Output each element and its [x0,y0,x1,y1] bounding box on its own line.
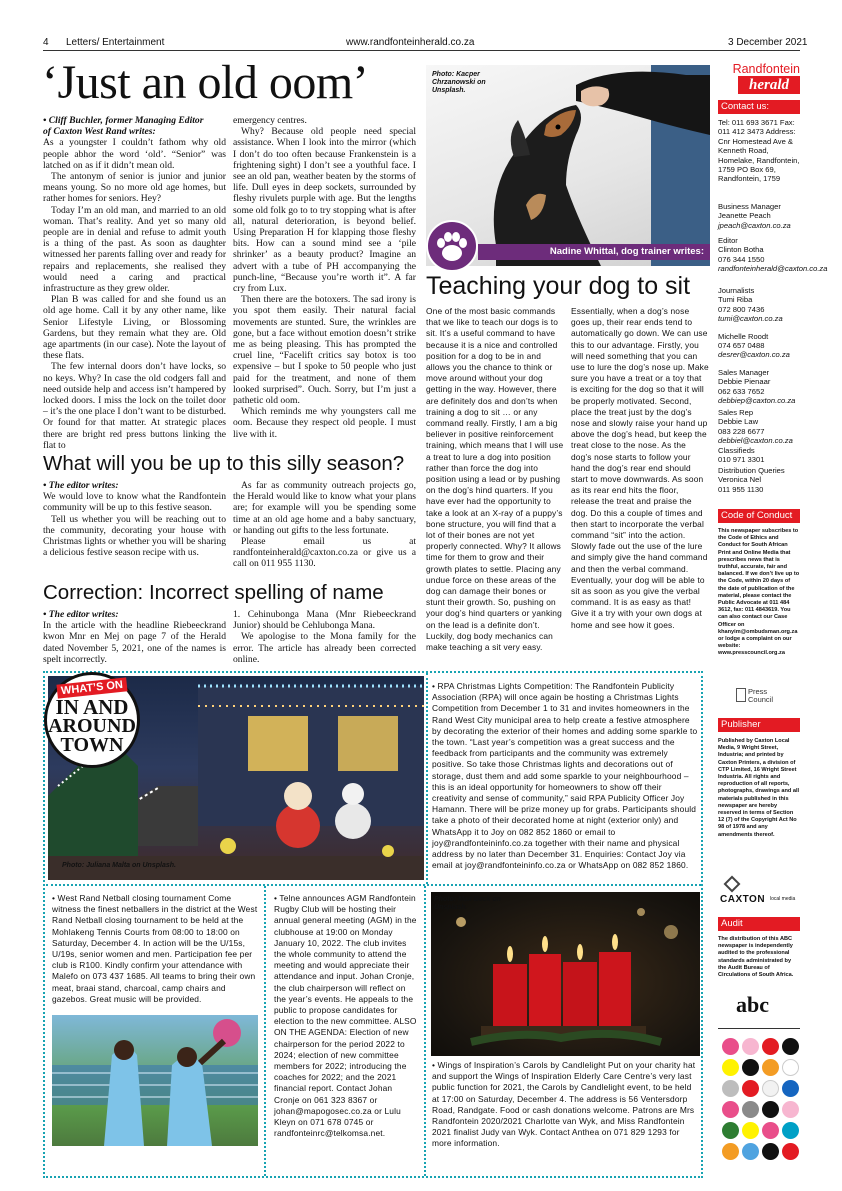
distribution-queries [718,466,800,494]
contact-details: Tel: 011 693 3671 Fax: 011 412 3473 Address: Cnr Homestead Ave & Kenneth Road, Homelake, Randfontein, 1759 PO Box 69, Randfontein, 1759 [718,118,800,184]
whats-on-divider [264,886,266,1176]
colour-dot [722,1038,739,1055]
colour-dot [782,1143,799,1160]
press-council-icon [736,688,746,702]
classifieds [718,446,800,465]
rpa-lights-item: • RPA Christmas Lights Competition: The Randfontein Publicity Association (RPA) will once again be hosting a Christmas Lights Competition from December 1 to 31 and invites homeowners in the Rand West City municipal area to help create a festive atmosphere by decorating the exterior of their homes and adding some sparkle to the town. “Last year’s competition was a great success and the feedback from participants and the community was extremely positive. So take those Christmas lights and decorations out of storage, dust them and add some sparkle to your neighbourhood – this is an ideal opportunity for homeowners to show off their creativity and sense of community,” said RPA Publicity Officer Joy Hamann. There will be prize money up for grabs. Participants should take a photo of their decorated home at night (exterior only) and WhatsApp it to Joy on 082 852 1860 or email to joy@randfonteininfo.co.za together with their name and physical address by no later than December 31. Enquiries: Contact Joy via email at joy@randfonteininfo.co.za or WhatsApp on 082 852 1860. [432,681,698,871]
whats-on-badge-line: TOWN [60,734,124,756]
header-rule [43,50,800,51]
whats-on-badge-line: IN AND [55,695,129,719]
colour-dot [762,1143,779,1160]
letter-paragraph: As a youngster I couldn’t fathom why old people abhor the word ‘old’. “Senior” was latched on as if it didn’t mean old. [43,137,226,171]
dog-column-2: Essentially, when a dog’s nose goes up, their rear ends tend to automatically go down. We can use this to our advantage. Firstly, you will need something that you can use to lure the dog’s nose up. Make sure you have a treat or a toy that is exciting for the dog so that it will be properly motivated. Second, place the treat just by the dog’s nose and slowly raise your hand up above the dog’s head, but keep the treat close to the nose. As the dog’s nose starts to follow your hand the dog’s rear end should start to move downwards. As soon as its rear end hits the floor, release the treat and praise the dog. Do this a couple of times and then start to incorporate the verbal command “sit” into the action. Slowly fade out the use of the lure and simply give the hand command and then the verbal command. Eventually, your dog will be able to sit as soon as you give the verbal command. It is as easy as that! Give it a try with your own dogs at home and see how it goes. [571,306,709,630]
section-label: Letters/ Entertainment [66,37,165,48]
silly-byline: • The editor writes: [43,480,119,491]
brand-bottom: herald [738,76,800,94]
netball-photo [52,1015,258,1146]
staff-name: Tumi Riba [718,295,753,305]
letter-paragraph: The few internal doors don’t have locks, so no keys. Why? In case the old codgers fall and need outside help and access isn’t hampered by locked doors. I miss the lock on the toilet door – it’s the one place I don’t want to be disturbed. Or found for that matter. At strategic places there are bright red press buttons linking the flat to [43,361,226,451]
staff-title: Distribution Queries [718,466,785,475]
dog-column-1: One of the most basic commands that we like to teach our dogs is to sit. It’s a useful command to have because it is a nice and controlled position for a dog to be in and allows you the chance to think or move around without your dog getting in the way. However, there are definitely dos and don’ts when training a dog to sit … or any command really. Firstly, I am a big believer in positive reinforcement training, which means that I will use a treat to lure a dog into position rather than force the dog into position using a lead or by pushing on the dog’s hind quarters. If you have ever had the opportunity to take a look at an X-ray of a puppy’s bone structure, you will find that a lot of their bones are not yet properly connected. Why? It allows time for them to grow and their growth plates to settle. Placing any undue force on these areas of the dog can damage their bones or stunt their growth. So, pushing on your dog’s hind quarters or yanking on the lead is a definite don’t. Luckily, dog body mechanics can make teaching a sit very easy. [426,306,564,653]
correction-column-2 [233,609,416,665]
colour-dot [762,1059,779,1076]
correction-column-1 [43,609,226,665]
staff-email[interactable]: tumi@caxton.co.za [718,314,783,324]
silly-season-headline: What will you be up to this silly season? [43,452,405,475]
whats-on-divider [46,884,701,886]
whats-on-divider [424,886,426,1176]
staff-title: Journalists [718,286,755,295]
letter-column-1 [43,115,226,451]
silly-paragraph: Tell us whether you will be reaching out to the community, decorating your house with Christmas lights or whether you will be sharing a delicious festive season recipe with us. [43,513,226,559]
publisher-heading: Publisher [718,718,800,732]
letter-paragraph: Then there are the botoxers. The sad irony is you spot them easily. Their natural facial movements are stunted. Sure, the wrinkles are gone, but a face without emotion doesn’t strike me as being pleasing. This has prompted the cruel line, “Facelift critics say botox is too expensive – but I spoke to 50 people who just paid for the treatment, and none of them looked surprised”. Ouch. Sorry, but I’m just a pathetic old oom. [233,294,416,407]
colour-dot [742,1143,759,1160]
letter-paragraph: Why? Because old people need special assistance. When I look into the mirror (which I don’t do too often because Frankenstein is a frightening sight) I don’t see a youthful face. I see an old pan, weather beaten by the storms of life. Dull eyes in deep sockets, surrounded by fleshy rivulets purple with age. But the lengths some old folk go to to try stopping what is after all, natural deterioration, is beyond belief. Using Preparation H for klapping those fleshy bits. How can a sound mind see a ‘pile shrinker’ as a beauty product? Imagine an advert with a tube of PH accompanying the punch-line, “Because you’re worth it”. A far cry from Lux. [233,126,416,295]
colour-dot [782,1038,799,1055]
letter-paragraph: emergency centres. [233,115,307,126]
page-number: 4 [43,37,49,48]
correction-byline: • The editor writes: [43,609,119,620]
silly-column-1 [43,480,226,558]
carols-item: • Wings of Inspiration’s Carols by Candlelight Put on your charity hat and support the Wings of Inspiration Elderly Care Centre’s very last public function for 2021, the Carols by Candlelight event, to be held at 17:00 on Saturday, December 4. The address is 56 Ventersdorp Road, Randgate. Food or cash donations welcome. Patrons are Mrs Randfontein 2020/2021 Charlotte van Wyk, and Miss Randfontein 2021 finalist Judy van Wyk. Contact Anthea on 071 829 1293 for more information. [432,1060,696,1149]
whats-on-badge-line: AROUND [48,715,136,737]
staff-name: Debbie Pienaar [718,377,771,387]
sales-rep [718,408,800,446]
letter-paragraph: Which reminds me why youngsters call me oom. Because they respect old people. I must live with it. [233,406,416,440]
correction-paragraph: 1. Cehinubonga Mana (Mnr Riebeeckrand Junior) should be Cehlubonga Mana. [233,609,416,632]
contact-heading: Contact us: [718,100,800,114]
brand-logo [718,62,800,96]
caxton-label: CAXTON [720,894,766,905]
silly-paragraph: We would love to know what the Randfontein community will be up to this festive season. [43,491,226,514]
sidebar-rule [718,1028,800,1029]
abc-logo: abc [736,992,769,1017]
staff-phone: 076 344 1550 [718,254,765,264]
agm-item: • Telne announces AGM Randfontein Rugby Club will be hosting their annual general meeting (AGM) in the clubhouse at 19:00 on Monday January 10, 2022. The club invites the whole community to attend the meeting and would appreciate their attendance and input. Johan Cronje, the club chairperson will reflect on the year’s events. He appeals to the public to propose candidates for election to the new committee. ALSO ON THE AGENDA: Election of new chairperson for the period 2022 to 2024; election of new committee members for 2022; introducing the coaches for 2022; and the 2021 financial report. Contact Johan Cronje on 061 323 8367 or johan@mapogosec.co.za or Lulu Kleyn on 071 678 0745 or randfonteinrc@telkomsa.net. [274,893,417,1139]
whats-on-badge [44,672,140,768]
staff-email[interactable]: debbiep@caxton.co.za [718,396,796,406]
staff-email[interactable]: jpeach@caxton.co.za [718,220,791,230]
colour-dot [762,1080,779,1097]
silly-column-2 [233,480,416,570]
candles-photo-credit: Photo: Max Beck on Unsplash. [434,896,501,911]
editor [718,236,828,274]
dog-author-banner: Nadine Whittal, dog trainer writes: [478,244,710,260]
staff-phone: 062 633 7652 [718,386,765,396]
letter-paragraph: Today I’m an old man, and married to an old woman. That’s reality. And yet so many old people are in denial and refuse to admit youth is a thing of the past. As soon as daughter witnessed her parents falling over and ready for repairs and replacements, she realised they would need a caring and practical infrastructure as they grew older. [43,204,227,295]
paw-badge [426,220,478,272]
staff-title: Business Manager [718,202,781,211]
colour-dot [722,1101,739,1118]
letter-paragraph: The antonym of senior is junior and junior means young. So no more old age homes, but rather homes for seniors. Hey? [43,171,226,205]
caxton-logo [718,878,800,908]
staff-name: Veronica Nel [718,475,762,485]
staff-phone: 010 971 3301 [718,455,765,465]
whats-on-badge-top: WHAT’S ON [56,677,127,698]
code-of-conduct-heading: Code of Conduct [718,509,800,523]
silly-paragraph: As far as community outreach projects go, the Herald would like to know what your plans are; for example will you be spending some time at an old age home and a baby sanctuary, or handing out gifts to the less fortunate. [233,480,416,536]
staff-title: Sales Rep [718,408,754,417]
whats-on-divider [426,673,428,884]
colour-dot [742,1059,759,1076]
audit-heading: Audit [718,917,800,931]
correction-paragraph: In the article with the headline Riebeeckrand kwon Mnr en Mej on page 7 of the Herald dated November 5, 2021, one of the names is spelt incorrectly. [43,620,226,665]
colour-dot [762,1101,779,1118]
colour-dot [742,1080,759,1097]
staff-email[interactable]: desrer@caxton.co.za [718,350,790,360]
christmas-photo-credit: Photo: Juliana Malta on Unsplash. [62,862,176,869]
press-council-logo [736,688,784,706]
colour-dot [782,1080,799,1097]
caxton-icon [724,876,741,893]
colour-dot [722,1059,739,1076]
colour-dot [762,1122,779,1139]
staff-name: Michelle Roodt [718,331,769,341]
correction-paragraph: We apologise to the Mona family for the error. The article has already been corrected online. [233,631,416,665]
colour-dot [742,1038,759,1055]
staff-phone: 072 800 7436 [718,304,765,314]
staff-name: Clinton Botha [718,245,764,255]
netball-item: • West Rand Netball closing tournament Come witness the finest netballers in the district at the West Rand Netball closing tournament to be held at the Mohlakeng Tennis Courts from 08:00 to 18:00 on Saturday, December 4. In action will be the U/15s, U/19s, senior women and men. Participation fee per club is R100. Kindly confirm your attendance with Malefo on 073 437 1685. All teams to bring their own meat, braai stand, charcoal, camp chairs and gazebos. Great music will be provided. [52,893,258,1004]
publisher-text: Published by Caxton Local Media, 9 Wright Street, Industria; and printed by Caxton Printers, a division of CTP Limited, 16 Wright Street Industria. All rights and reproduction of all reports, photographs, drawings and all materials published in this newspaper are hereby reserved in terms of Section 12 (7) of the Copyright Act No 98 of 1978 and any amendments thereof. [718,738,800,838]
colour-dot [762,1038,779,1055]
colour-dot [722,1122,739,1139]
website-url[interactable]: www.randfonteinherald.co.za [346,37,475,48]
sales-manager [718,368,800,406]
staff-email[interactable]: randfonteinherald@caxton.co.za [718,264,828,274]
audit-text: The distribution of this ABC newspaper is independently audited to the professional standards administrated by the Audit Bureau of Circulations of South Africa. [718,936,794,979]
staff-phone: 074 657 0488 [718,341,765,351]
business-manager [718,202,800,230]
letter-paragraph: Plan B was called for and she found us an old age home. Call it by any other name, like Senior Lifestyle Living, or Blossoming Gardens, but they remain what they are. Old age apartments (in our case). Note the layout of these flats. [43,294,226,362]
staff-title: Classifieds [718,446,755,455]
journalists [718,286,800,360]
dog-headline: Teaching your dog to sit [426,272,691,300]
caxton-sub-label: local media [770,896,796,902]
staff-phone: 083 228 6677 [718,426,765,436]
candles-photo [431,892,700,1056]
colour-dot [742,1122,759,1139]
brand-top: Randfontein [732,62,800,76]
letter-column-2 [233,115,416,440]
press-council-label: Press Council [748,687,774,704]
correction-headline: Correction: Incorrect spelling of name [43,581,384,604]
letter-byline-2: of Caxton West Rand writes: [43,126,156,138]
staff-email[interactable]: debbiel@caxton.co.za [718,436,793,446]
staff-title: Sales Manager [718,368,770,377]
candles-illustration [431,892,700,1056]
colour-dot [782,1122,799,1139]
colour-dot [782,1059,799,1076]
staff-phone: 011 955 1130 [718,484,764,494]
paw-icon [428,222,476,270]
staff-name: Jeanette Peach [718,211,771,221]
issue-date: 3 December 2021 [728,37,808,48]
letter-headline: ‘Just an old oom’ [42,56,369,109]
colour-dot [722,1143,739,1160]
colour-dot [782,1101,799,1118]
letter-byline-1: • Cliff Buchler, former Managing Editor [43,115,204,126]
silly-paragraph: Please email us at randfonteinherald@caxton.co.za or give us a call on 011 955 1130. [233,536,416,570]
staff-name: Debbie Law [718,417,759,427]
staff-title: Editor [718,236,738,245]
netball-illustration [52,1015,258,1146]
colour-dot [742,1101,759,1118]
colour-dot [722,1080,739,1097]
code-of-conduct-text: This newspaper subscribes to the Code of Ethics and Conduct for South African Print and Online Media that prescribes news that is truthful, accurate, fair and balanced. If we don’t live up to the Code, within 20 days of the date of publication of the material, please contact the Public Advocate at 011 484 3612, fax: 011 4843619. You can also contact our Case Officer on khanyim@ombudsman.org.za or lodge a complaint on our website: www.presscouncil.org.za [718,528,800,657]
dog-photo-credit: Photo: Kacper Chrzanowski on Unsplash. [432,71,486,94]
